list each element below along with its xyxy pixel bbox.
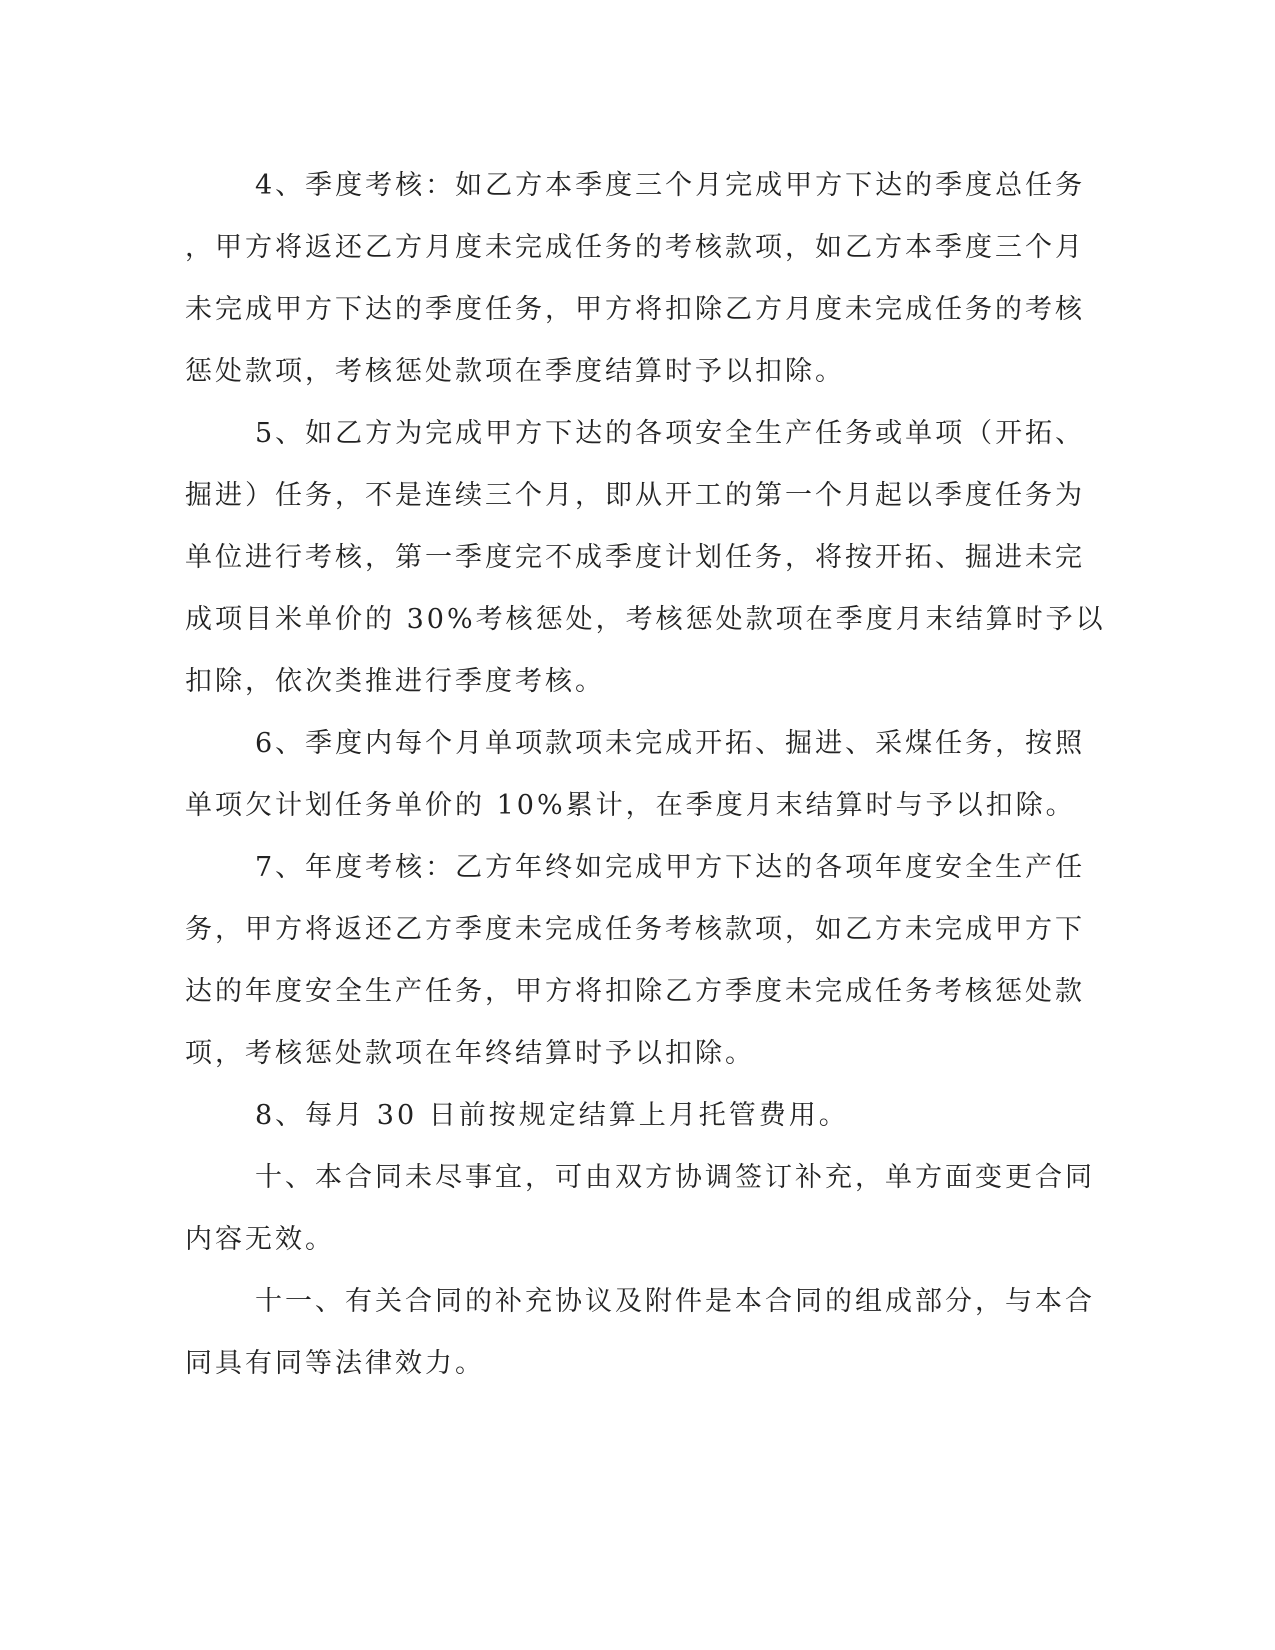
paragraph-8-line-1: 8、每月 30 日前按规定结算上月托管费用。 <box>255 1100 849 1131</box>
paragraph-5-line-2: 掘进）任务，不是连续三个月，即从开工的第一个月起以季度任务为 <box>185 480 1085 511</box>
paragraph-4-line-2: ，甲方将返还乙方月度未完成任务的考核款项，如乙方本季度三个月 <box>185 232 1085 263</box>
paragraph-5-line-5: 扣除，依次类推进行季度考核。 <box>185 666 605 697</box>
paragraph-7-line-1: 7、年度考核：乙方年终如完成甲方下达的各项年度安全生产任 <box>255 852 1086 883</box>
clause-11-line-2: 同具有同等法律效力。 <box>185 1348 485 1379</box>
paragraph-4-line-1: 4、季度考核：如乙方本季度三个月完成甲方下达的季度总任务 <box>255 170 1086 201</box>
paragraph-6-line-1: 6、季度内每个月单项款项未完成开拓、掘进、采煤任务，按照 <box>255 728 1086 759</box>
paragraph-5-line-3: 单位进行考核，第一季度完不成季度计划任务，将按开拓、掘进未完 <box>185 542 1085 573</box>
document-body <box>185 155 1106 1395</box>
paragraph-4-line-3: 未完成甲方下达的季度任务，甲方将扣除乙方月度未完成任务的考核 <box>185 294 1085 325</box>
paragraph-4-line-4: 惩处款项，考核惩处款项在季度结算时予以扣除。 <box>185 356 845 387</box>
paragraph-5-line-1: 5、如乙方为完成甲方下达的各项安全生产任务或单项（开拓、 <box>255 418 1086 449</box>
clause-11-line-1: 十一、有关合同的补充协议及附件是本合同的组成部分，与本合 <box>255 1286 1095 1317</box>
clause-10-line-2: 内容无效。 <box>185 1224 335 1255</box>
clause-10-line-1: 十、本合同未尽事宜，可由双方协调签订补充，单方面变更合同 <box>255 1162 1095 1193</box>
paragraph-6-line-2: 单项欠计划任务单价的 10%累计，在季度月末结算时与予以扣除。 <box>185 790 1076 821</box>
paragraph-7-line-2: 务，甲方将返还乙方季度未完成任务考核款项，如乙方未完成甲方下 <box>185 914 1085 945</box>
paragraph-5-line-4: 成项目米单价的 30%考核惩处，考核惩处款项在季度月末结算时予以 <box>185 604 1106 635</box>
paragraph-7-line-4: 项，考核惩处款项在年终结算时予以扣除。 <box>185 1038 755 1069</box>
paragraph-7-line-3: 达的年度安全生产任务，甲方将扣除乙方季度未完成任务考核惩处款 <box>185 976 1085 1007</box>
